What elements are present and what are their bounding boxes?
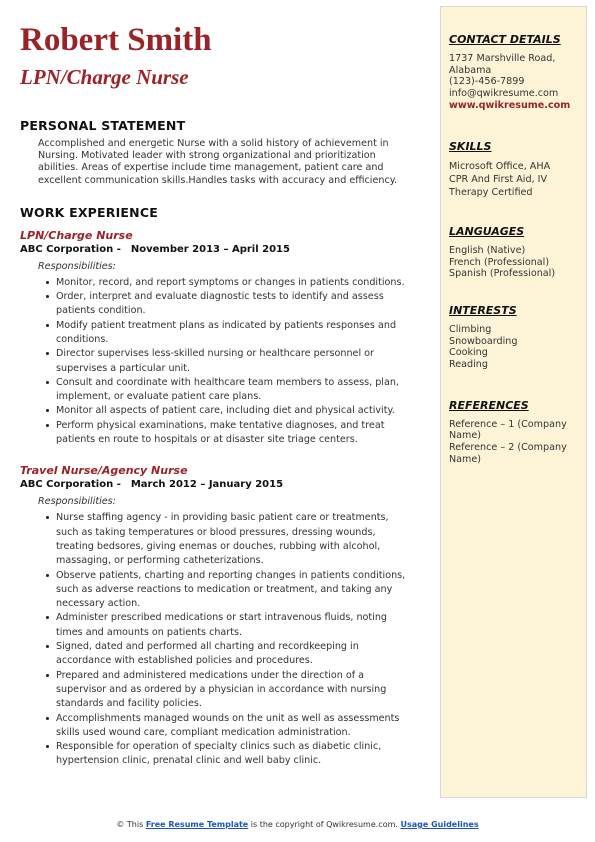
skills-heading: SKILLS [449, 139, 492, 153]
job-entry [20, 229, 428, 448]
personal-statement-heading: PERSONAL STATEMENT [20, 118, 186, 133]
personal-statement-section [20, 118, 428, 187]
language-line: Spanish (Professional) [449, 268, 556, 280]
interest-line: Reading [449, 359, 488, 371]
statement-line: excellent communication skills.Handles tasks with accuracy and efficiency. [38, 174, 398, 186]
duty-item: Director supervises less-skilled nursing or healthcare personnel or supervises a particular unit. [56, 347, 428, 376]
skill-line: CPR And First Aid, IV [449, 173, 548, 185]
duty-item: Responsible for operation of specialty clinics such as diabetic clinic, hypertension clinic, prenatal clinic and well baby clinic. [56, 740, 428, 769]
interests-section [449, 304, 581, 371]
job-dates: November 2013 – April 2015 [130, 243, 290, 255]
job-entry [20, 464, 428, 768]
duty-item: Perform physical examinations, make tentative diagnoses, and treat patients en route to hospitals or at disaster site triage centers. [56, 419, 428, 448]
sidebar [440, 6, 587, 798]
skill-line: Microsoft Office, AHA [449, 160, 551, 172]
footer-copyright-text: is the copyright of Qwikresume.com. [250, 820, 398, 829]
personal-statement-text [38, 138, 428, 187]
footer-prefix: © This [116, 820, 144, 829]
website-link[interactable]: www.qwikresume.com [449, 99, 571, 111]
responsibilities-label: Responsibilities: [38, 260, 116, 272]
work-experience-section [20, 205, 428, 769]
job-company: ABC Corporation - [20, 479, 121, 491]
work-experience-heading: WORK EXPERIENCE [20, 204, 158, 220]
address-line: Alabama [449, 64, 492, 76]
statement-line: abilities. Areas of expertise include time management, patient care and [38, 162, 384, 174]
reference-line: Name) [449, 453, 482, 465]
contact-section [449, 33, 581, 112]
footer [0, 820, 595, 829]
free-resume-template-link[interactable]: Free Resume Template [145, 820, 249, 829]
languages-heading: LANGUAGES [449, 224, 525, 238]
phone-number: (123)-456-7899 [449, 76, 525, 88]
duty-item: Administer prescribed medications or start intravenous fluids, noting times and amounts on patients charts. [56, 611, 428, 640]
interest-line: Cooking [449, 347, 488, 359]
address-line: 1737 Marshville Road, [449, 53, 556, 64]
job-dates: March 2012 – January 2015 [130, 479, 284, 491]
candidate-name: Robert Smith [20, 22, 212, 58]
duty-item: Prepared and administered medications under the direction of a supervisor and as ordered by a physician in accordance with nursing standards and facility policies. [56, 669, 428, 712]
duty-item: Modify patient treatment plans as indicated by patients responses and conditions. [56, 319, 428, 348]
main-column [20, 20, 428, 769]
interests-heading: INTERESTS [449, 303, 517, 317]
duty-item: Accomplishments managed wounds on the unit as well as assessments skills used wound care, compliant medication administration. [56, 712, 428, 741]
interest-line: Climbing [449, 323, 492, 335]
job-title: LPN/Charge Nurse [20, 228, 133, 242]
duty-item: Order, interpret and evaluate diagnostic tests to identify and assess patients condition. [56, 290, 428, 319]
statement-line: Accomplished and energetic Nurse with a solid history of achievement in [38, 138, 389, 149]
job-company: ABC Corporation - [20, 243, 121, 255]
duty-list [20, 276, 428, 448]
duty-item: Observe patients, charting and reporting changes in patients conditions, such as adverse reactions to medication or treatment, and taking any necessary action. [56, 569, 428, 612]
references-heading: REFERENCES [449, 398, 529, 412]
interest-line: Snowboarding [449, 335, 518, 347]
references-section [449, 399, 581, 466]
duty-item: Signed, dated and performed all charting and recordkeeping in accordance with established policies and procedures. [56, 640, 428, 669]
language-line: English (Native) [449, 244, 526, 256]
contact-heading: CONTACT DETAILS [449, 33, 561, 46]
reference-line: Reference – 1 (Company [449, 418, 567, 430]
candidate-title: LPN/Charge Nurse [20, 65, 189, 89]
duty-item: Nurse staffing agency - in providing basic patient care or treatments, such as taking temperatures or blood pressures, dressing wounds, treating bedsores, giving enemas or douches, rubbing with alcohol, massaging, or performing catheterizations. [56, 511, 428, 568]
sidebar-content [449, 33, 581, 466]
email-address: info@qwikresume.com [449, 88, 559, 100]
reference-line: Name) [449, 430, 482, 442]
responsibilities-label: Responsibilities: [38, 496, 116, 508]
duty-item: Consult and coordinate with healthcare team members to assess, plan, implement, or evaluate patient care plans. [56, 376, 428, 405]
reference-line: Reference – 2 (Company [449, 442, 567, 454]
duty-list [20, 511, 428, 768]
job-company-dates [20, 243, 428, 256]
language-line: French (Professional) [449, 256, 550, 268]
duty-item: Monitor all aspects of patient care, including diet and physical activity. [56, 404, 428, 418]
skills-section [449, 140, 581, 199]
duty-item: Monitor, record, and report symptoms or changes in patients conditions. [56, 276, 428, 290]
skill-line: Therapy Certified [449, 186, 533, 198]
job-company-dates [20, 478, 428, 491]
job-title: Travel Nurse/Agency Nurse [20, 464, 188, 478]
usage-guidelines-link[interactable]: Usage Guidelines [400, 820, 479, 829]
statement-line: Nursing. Motivated leader with strong organizational and prioritization [38, 150, 376, 162]
languages-section [449, 225, 581, 280]
